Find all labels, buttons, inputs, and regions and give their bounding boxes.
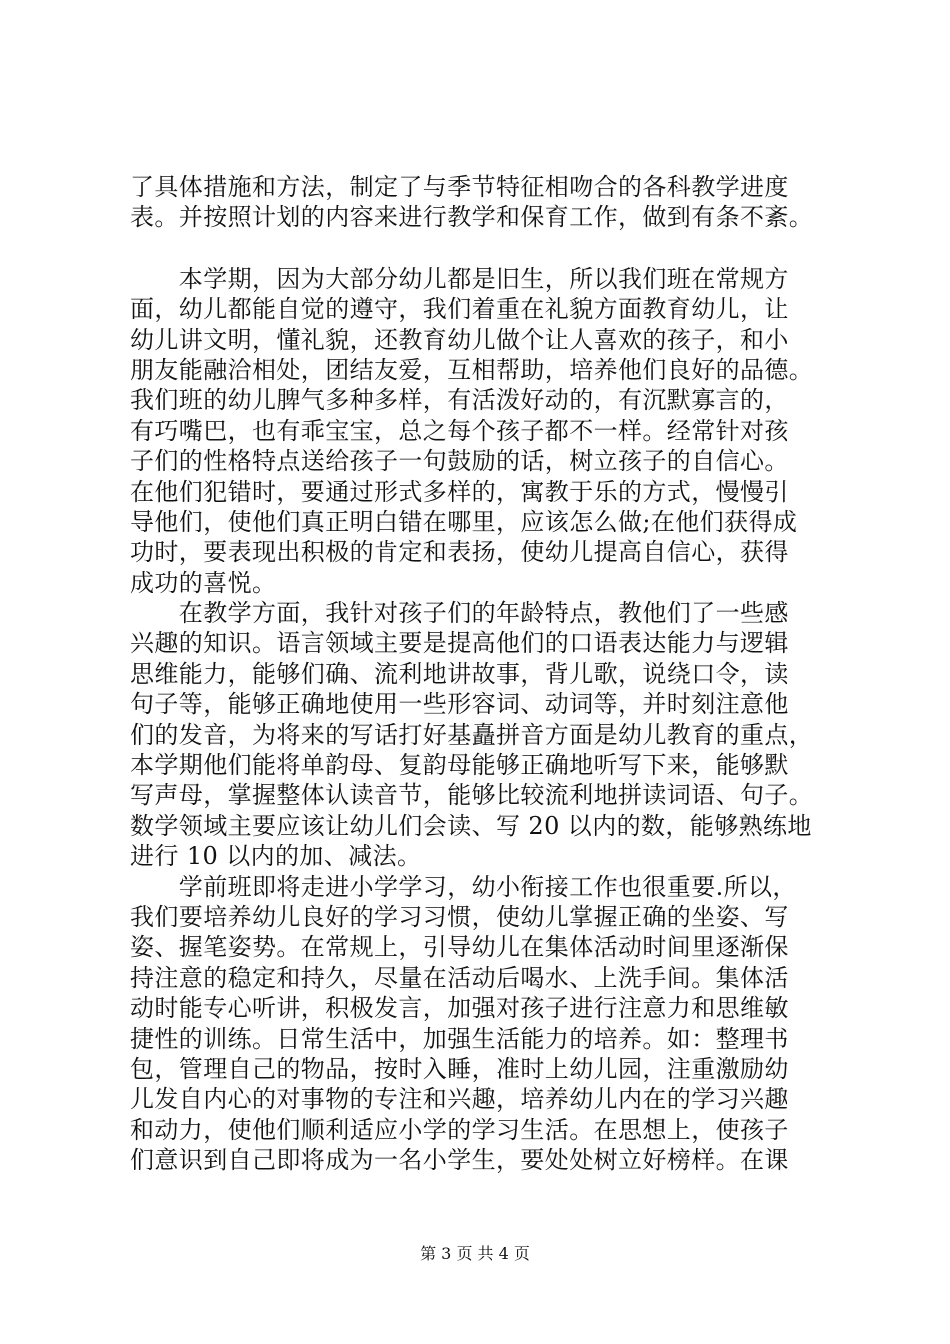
main-paragraphs <box>130 264 830 1176</box>
text-line: 思维能力，能够们确、流利地讲故事，背儿歌，说绕口令，读 <box>130 659 789 688</box>
text-line: 成功的喜悦。 <box>130 568 277 597</box>
intro-paragraph <box>130 172 830 233</box>
text-line: 我们班的幼儿脾气多种多样，有活泼好动的，有沉默寡言的， <box>130 386 789 415</box>
text-line: 在他们犯错时，要通过形式多样的，寓教于乐的方式，慢慢引 <box>130 477 789 506</box>
text-line: 学前班即将走进小学学习，幼小衔接工作也很重要.所以， <box>130 872 797 901</box>
text-line: 们意识到自己即将成为一名小学生，要处处树立好榜样。在课 <box>130 1146 789 1175</box>
text-line: 功时，要表现出积极的肯定和表扬，使幼儿提高自信心，获得 <box>130 538 789 567</box>
text-line: 在教学方面，我针对孩子们的年龄特点，教他们了一些感 <box>130 599 789 628</box>
text-line: 有巧嘴巴，也有乖宝宝，总之每个孩子都不一样。经常针对孩 <box>130 416 789 445</box>
text-line: 持注意的稳定和持久，尽量在活动后喝水、上洗手间。集体活 <box>130 963 789 992</box>
text-line: 们的发音，为将来的写话打好基矗拼音方面是幼儿教育的重点， <box>130 720 814 749</box>
text-line: 幼儿讲文明，懂礼貌，还教育幼儿做个让人喜欢的孩子，和小 <box>130 325 789 354</box>
text-line: 写声母，掌握整体认读音节，能够比较流利地拼读词语、句子。 <box>130 781 814 810</box>
text-line: 捷性的训练。日常生活中，加强生活能力的培养。如：整理书 <box>130 1024 789 1053</box>
text-line: 儿发自内心的对事物的专注和兴趣，培养幼儿内在的学习兴趣 <box>130 1085 789 1114</box>
document-body <box>130 172 830 1176</box>
text-line: 面，幼儿都能自觉的遵守，我们着重在礼貌方面教育幼儿，让 <box>130 295 789 324</box>
text-line: 我们要培养幼儿良好的学习习惯，使幼儿掌握正确的坐姿、写 <box>130 902 789 931</box>
text-line: 了具体措施和方法，制定了与季节特征相吻合的各科教学进度 <box>130 173 789 201</box>
text-line: 句子等，能够正确地使用一些形容词、动词等，并时刻注意他 <box>130 690 789 719</box>
text-line: 朋友能融洽相处，团结友爱，互相帮助，培养他们良好的品德。 <box>130 355 814 384</box>
page-number-footer: 第 3 页 共 4 页 <box>420 1244 530 1263</box>
text-line: 本学期他们能将单韵母、复韵母能够正确地听写下来，能够默 <box>130 751 789 780</box>
text-line: 进行 10 以内的加、减法。 <box>130 842 422 871</box>
text-line: 表。并按照计划的内容来进行教学和保育工作，做到有条不紊。 <box>130 203 814 232</box>
text-line: 和动力，使他们顺利适应小学的学习生活。在思想上，使孩子 <box>130 1115 789 1144</box>
text-line: 本学期，因为大部分幼儿都是旧生，所以我们班在常规方 <box>130 264 789 293</box>
text-line: 导他们，使他们真正明白错在哪里，应该怎么做;在他们获得成 <box>130 507 798 536</box>
text-line: 数学领域主要应该让幼儿们会读、写 20 以内的数，能够熟练地 <box>130 811 812 840</box>
text-line: 兴趣的知识。语言领域主要是提高他们的口语表达能力与逻辑 <box>130 629 789 658</box>
text-line: 包，管理自己的物品，按时入睡，准时上幼儿园，注重激励幼 <box>130 1054 789 1083</box>
text-line: 姿、握笔姿势。在常规上，引导幼儿在集体活动时间里逐渐保 <box>130 933 789 962</box>
paragraph-gap <box>130 233 830 264</box>
text-line: 子们的性格特点送给孩子一句鼓励的话，树立孩子的自信心。 <box>130 447 789 476</box>
text-line: 动时能专心听讲，积极发言，加强对孩子进行注意力和思维敏 <box>130 994 789 1023</box>
